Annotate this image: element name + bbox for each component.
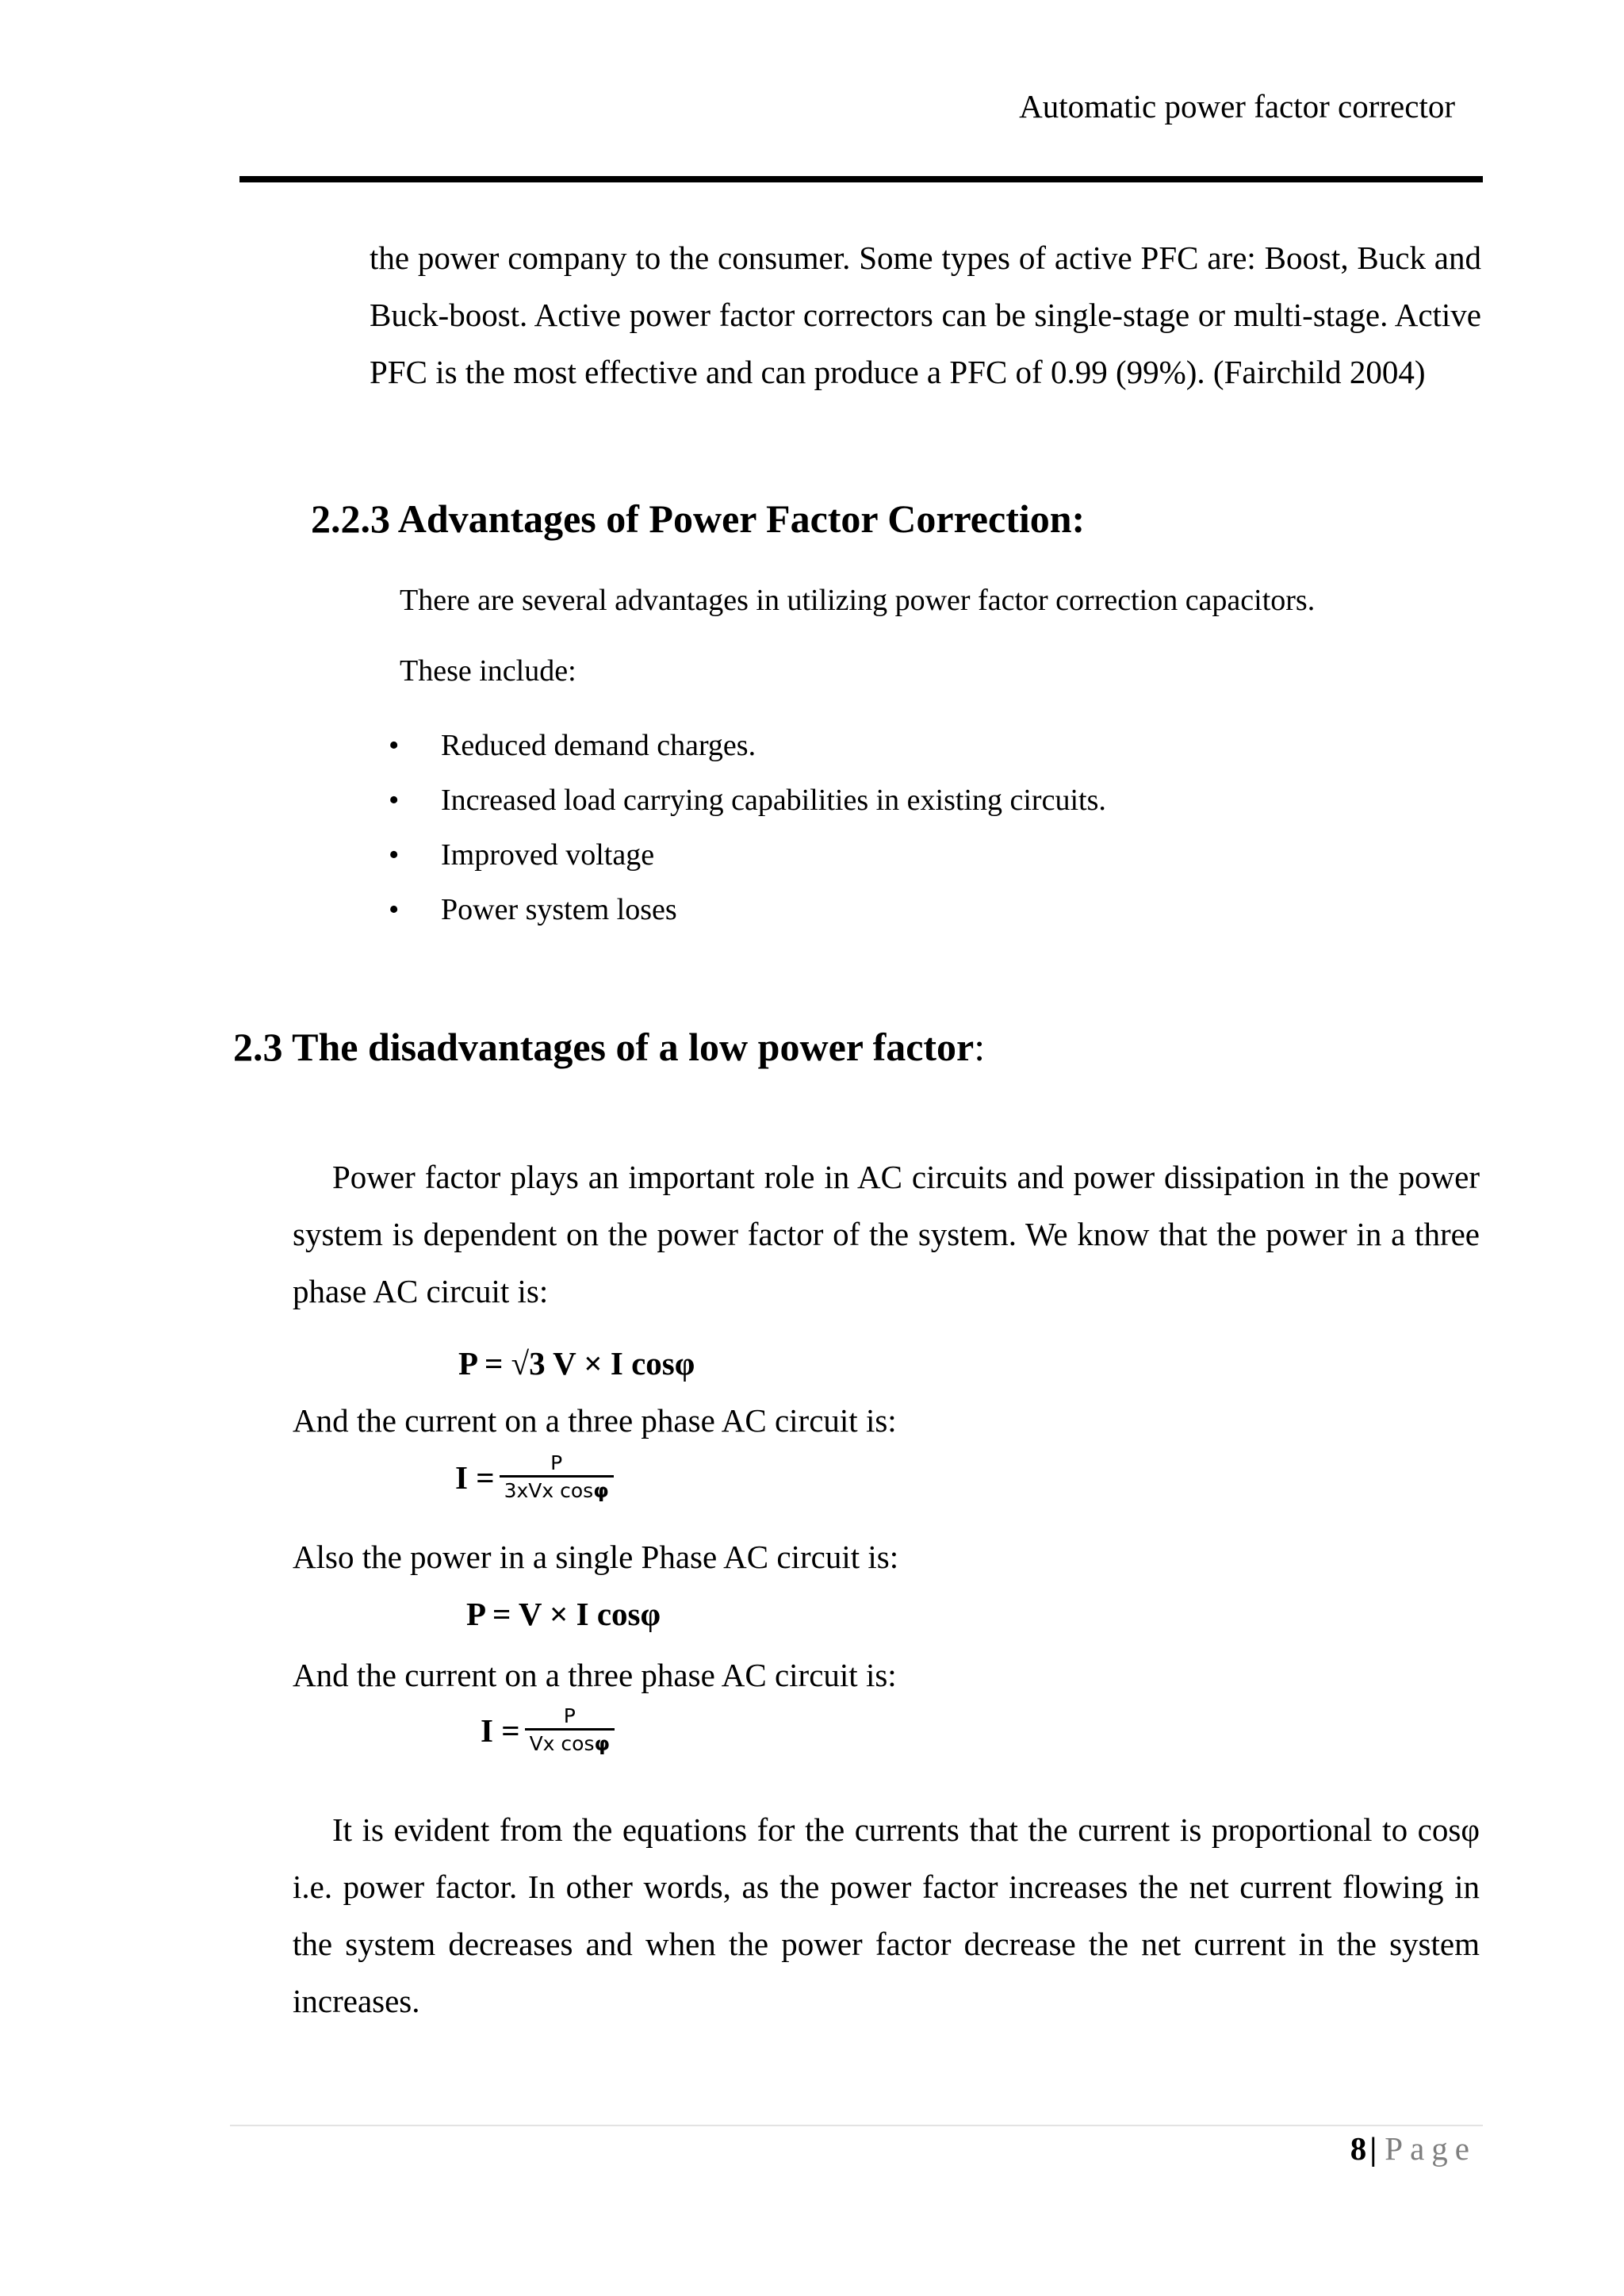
denominator-text: Vx cos [529,1732,595,1755]
bullet-icon: • [389,893,400,926]
list-item [389,726,1106,781]
footer-rule [230,2125,1483,2126]
power-factor-paragraph: Power factor plays an important role in AC circuits and power dissipation in the power system is dependent on the power factor of the system. We know that the power in a three phase AC circuit is: [293,1159,1480,1309]
section-2-3-heading-colon: : [974,1025,986,1069]
equation-lhs: I = [481,1711,520,1749]
list-item-text: Increased load carrying capabilities in existing circuits. [441,784,1106,817]
list-item [389,891,1106,945]
header-rule [239,176,1483,182]
advantages-intro-line-2: These include: [400,654,576,688]
equation-three-phase-current [455,1451,614,1503]
current-proportional-paragraph: It is evident from the equations for the currents that the current is proportional to cosφ i.e. power factor. In other words, as the power factor increases the net current flowing in the system decreases and when the power factor decrease the net current in the system increases. [293,1811,1480,2019]
running-header: Automatic power factor corrector [1019,88,1455,125]
fraction [525,1704,615,1756]
page-number: 8 [1350,2130,1367,2167]
equation-single-phase-current [481,1704,615,1756]
list-item [389,781,1106,836]
list-item-text: Improved voltage [441,838,655,872]
active-pfc-paragraph: the power company to the consumer. Some types of active PFC are: Boost, Buck and Buck-boost. Active power factor correctors can be single-stage or multi-stage. Active PFC is the most effective and can produce a PFC of 0.99 (99%). (Fairchild 2004) [370,240,1481,390]
equation-three-phase-power: P = √3 V × I cosφ [458,1345,695,1382]
page-label: Page [1385,2130,1477,2167]
bullet-icon: • [389,784,400,817]
equation-single-phase-power: P = V × I cosφ [466,1596,661,1632]
section-2-3-heading [233,1023,985,1071]
phi-symbol: φ [594,1732,611,1755]
phi-symbol: φ [593,1479,609,1502]
denominator-text: 3xVx cos [504,1479,594,1502]
list-item [389,836,1106,891]
fraction-numerator: P [563,1704,576,1727]
list-item-text: Reduced demand charges. [441,729,756,762]
three-phase-current-line: And the current on a three phase AC circuit is: [293,1402,897,1439]
fraction-numerator: P [550,1451,563,1474]
section-2-3-heading-text: 2.3 The disadvantages of a low power factor [233,1025,975,1069]
fraction-denominator [525,1728,615,1756]
fraction-denominator [500,1475,614,1503]
single-phase-power-line: Also the power in a single Phase AC circuit is: [293,1539,899,1575]
fraction [500,1451,614,1503]
page-number-footer [1350,2129,1477,2168]
advantages-intro-line-1: There are several advantages in utilizing power factor correction capacitors. [400,584,1316,617]
current-line-repeat: And the current on a three phase AC circuit is: [293,1657,897,1693]
list-item-text: Power system loses [441,893,677,926]
equation-lhs: I = [455,1458,495,1496]
bullet-icon: • [389,729,400,762]
page-separator: | [1369,2130,1377,2167]
bullet-icon: • [389,838,400,872]
advantages-list [389,726,1106,945]
section-2-2-3-heading: 2.2.3 Advantages of Power Factor Correction: [311,496,1086,541]
